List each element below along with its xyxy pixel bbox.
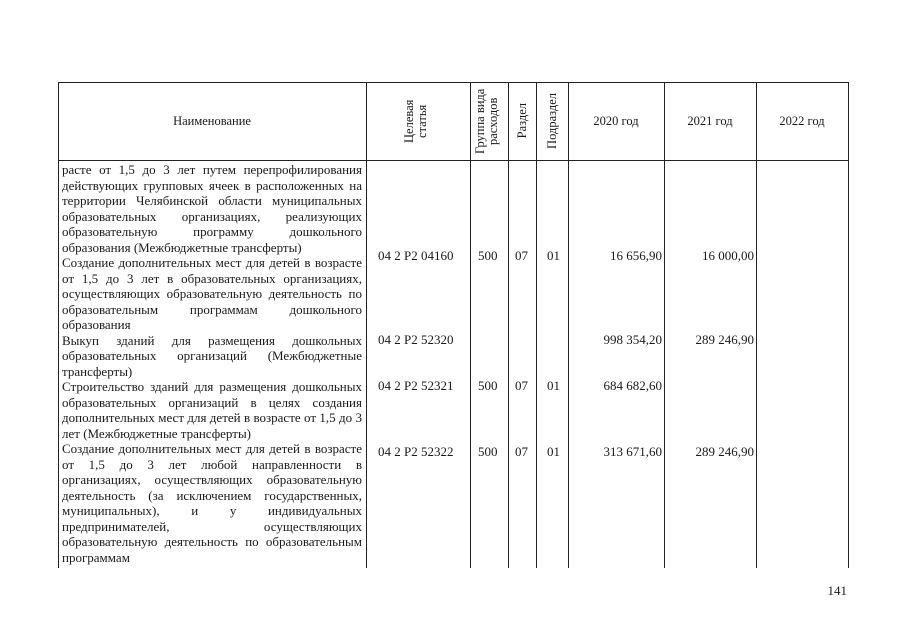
header-2021 [664, 82, 756, 160]
section-cell: 07 [515, 378, 528, 393]
group-cell: 500 [478, 378, 498, 393]
header-name [58, 82, 366, 160]
header-2021-label: 2021 год [687, 113, 733, 128]
name-cell: Создание дополнительных мест для детей в возрасте от 1,5 до 3 лет любой направленности в организациях, осуществляющих образовательную деятельность (за исключением государственных, муниципальных), и у индивидуальных предпринимателей, осуществляющих образовательную деятельность по образовательным программам [62, 441, 362, 565]
y2021-cell: 16 000,00 [702, 248, 754, 263]
target-cell: 04 2 P2 52320 [378, 332, 454, 347]
header-section-label: Раздел [514, 103, 529, 139]
name-cell: Создание дополнительных мест для детей в возрасте от 1,5 до 3 лет в образовательных организациях, осуществляющих образовательную деятельность по образовательным программам дошкольного образования [62, 255, 362, 332]
name-cell: расте от 1,5 до 3 лет путем перепрофилирования действующих групповых ячеек в расположенных на территории Челябинской области муниципальных образовательных организациях, реализующих образовательную программу дошкольного образования (Межбюджетные трансферты) [62, 162, 362, 255]
group-cell: 500 [478, 248, 498, 263]
budget-table [58, 82, 848, 568]
y2021-cell: 289 246,90 [695, 332, 754, 347]
header-2020-label: 2020 год [593, 113, 639, 128]
y2020-cell: 16 656,90 [610, 248, 662, 263]
header-group-label: Группа вида расходов [473, 88, 500, 154]
header-divider [58, 160, 848, 161]
header-name-label: Наименование [173, 113, 251, 128]
y2020-cell: 684 682,60 [603, 378, 662, 393]
header-group [470, 82, 508, 160]
header-subsection [536, 82, 568, 160]
header-2022 [756, 82, 848, 160]
group-cell: 500 [478, 444, 498, 459]
subsection-cell: 01 [547, 444, 560, 459]
y2021-cell: 289 246,90 [695, 444, 754, 459]
header-2022-label: 2022 год [779, 113, 825, 128]
name-column [62, 162, 362, 565]
subsection-cell: 01 [547, 378, 560, 393]
header-subsection-label: Подраздел [544, 93, 559, 149]
page-number: 141 [827, 583, 847, 598]
name-cell: Выкуп зданий для размещения дошкольных образовательных организаций (Межбюджетные трансферты) [62, 332, 362, 379]
subsection-cell: 01 [547, 248, 560, 263]
section-cell: 07 [515, 248, 528, 263]
header-target [366, 82, 470, 160]
y2020-cell: 313 671,60 [603, 444, 662, 459]
section-cell: 07 [515, 444, 528, 459]
target-cell: 04 2 P2 04160 [378, 248, 454, 263]
y2020-cell: 998 354,20 [603, 332, 662, 347]
table-border-right [848, 82, 849, 568]
target-cell: 04 2 P2 52322 [378, 444, 454, 459]
target-cell: 04 2 P2 52321 [378, 378, 454, 393]
header-target-label: Целевая статья [402, 99, 429, 143]
name-cell: Строительство зданий для размещения дошкольных образовательных организаций в целях создания дополнительных мест для детей в возрасте от 1,5 до 3 лет (Межбюджетные трансферты) [62, 379, 362, 441]
header-section [508, 82, 536, 160]
header-2020 [568, 82, 664, 160]
